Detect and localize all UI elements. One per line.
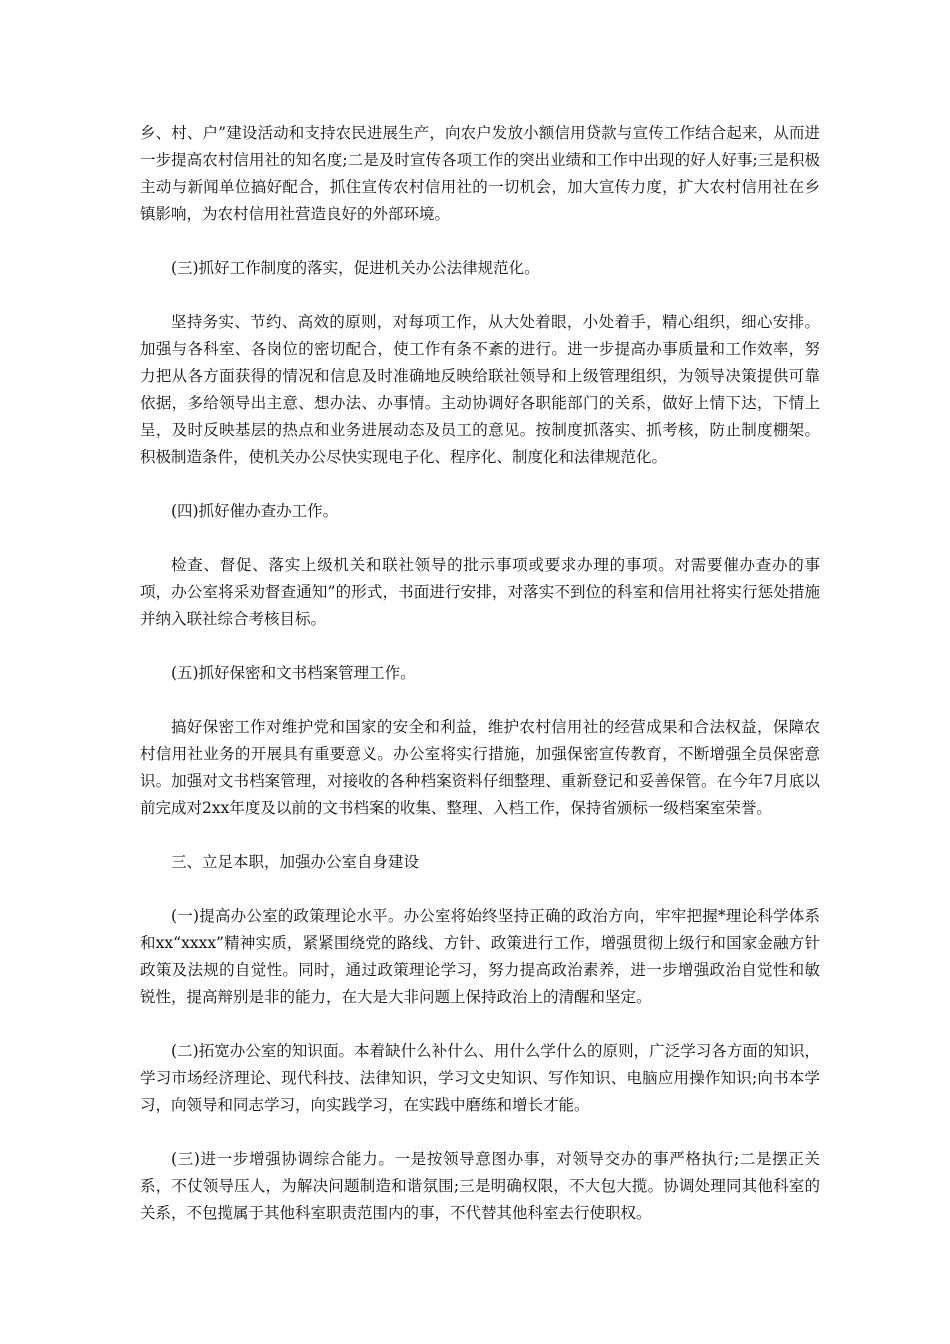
- paragraph-policy-theory: (一)提高办公室的政策理论水平。办公室将始终坚持正确的政治方向，牢牢把握*理论科学体系和xx“xxxx”精神实质，紧紧围绕党的路线、方针、政策进行工作，增强贯彻上级行和国家金融方针政策及法规的自觉性。同时，通过政策理论学习，努力提高政治素养，进一步增强政治自觉性和敏锐性，提高辩别是非的能力，在大是大非问题上保持政治上的清醒和坚定。: [140, 907, 820, 1006]
- section-heading-supervision: (四)抓好催办查办工作。: [171, 502, 339, 520]
- paragraph-coordination: (三)进一步增强协调综合能力。一是按领导意图办事，对领导交办的事严格执行;二是摆正关系，不仗领导压人，为解决问题制造和谐氛围;三是明确权限，不大包大揽。协调处理同其他科室的关系，不包揽属于其他科室职责范围内的事，不代替其他科室去行使职权。: [140, 1150, 820, 1222]
- section-heading-self-building: 三、立足本职，加强办公室自身建设: [171, 853, 420, 871]
- document-page: [140, 120, 820, 1254]
- paragraph-confidentiality: 搞好保密工作对维护党和国家的安全和利益，维护农村信用社的经营成果和合法权益，保障农村信用社业务的开展具有重要意义。办公室将实行措施，加强保密宣传教育，不断增强全员保密意识。加强对文书档案管理，对接收的各种档案资料仔细整理、重新登记和妥善保管。在今年7月底以前完成对2xx年度及以前的文书档案的收集、整理、入档工作，保持省颁标一级档案室荣誉。: [140, 718, 820, 817]
- section-heading-confidentiality: (五)抓好保密和文书档案管理工作。: [171, 664, 416, 682]
- section-heading-work-system: (三)抓好工作制度的落实，促进机关办公法律规范化。: [171, 259, 540, 277]
- paragraph-publicity-work: 乡、村、户”建设活动和支持农民进展生产，向农户发放小额信用贷款与宣传工作结合起来，从而进一步提高农村信用社的知名度;二是及时宣传各项工作的突出业绩和工作中出现的好人好事;三是积极主动与新闻单位搞好配合，抓住宣传农村信用社的一切机会，加大宣传力度，扩大农村信用社在乡镇影响，为农村信用社营造良好的外部环境。: [140, 124, 820, 223]
- paragraph-knowledge: (二)拓宽办公室的知识面。本着缺什么补什么、用什么学什么的原则，广泛学习各方面的知识，学习市场经济理论、现代科技、法律知识，学习文史知识、写作知识、电脑应用操作知识;向书本学习，向领导和同志学习，向实践学习，在实践中磨练和增长才能。: [140, 1042, 820, 1114]
- paragraph-work-system: 坚持务实、节约、高效的原则，对每项工作，从大处着眼，小处着手，精心组织，细心安排。加强与各科室、各岗位的密切配合，使工作有条不紊的进行。进一步提高办事质量和工作效率，努力把从各方面获得的情况和信息及时准确地反映给联社领导和上级管理组织，为领导决策提供可靠依据，多给领导出主意、想办法、办事情。主动协调好各职能部门的关系，做好上情下达，下情上呈，及时反映基层的热点和业务进展动态及员工的意见。按制度抓落实、抓考核，防止制度棚架。积极制造条件，使机关办公尽快实现电子化、程序化、制度化和法律规范化。: [140, 313, 820, 466]
- paragraph-supervision: 检查、督促、落实上级机关和联社领导的批示事项或要求办理的事项。对需要催办查办的事项，办公室将采劝督查通知”的形式，书面进行安排，对落实不到位的科室和信用社将实行惩处措施并纳入联社综合考核目标。: [140, 556, 820, 628]
